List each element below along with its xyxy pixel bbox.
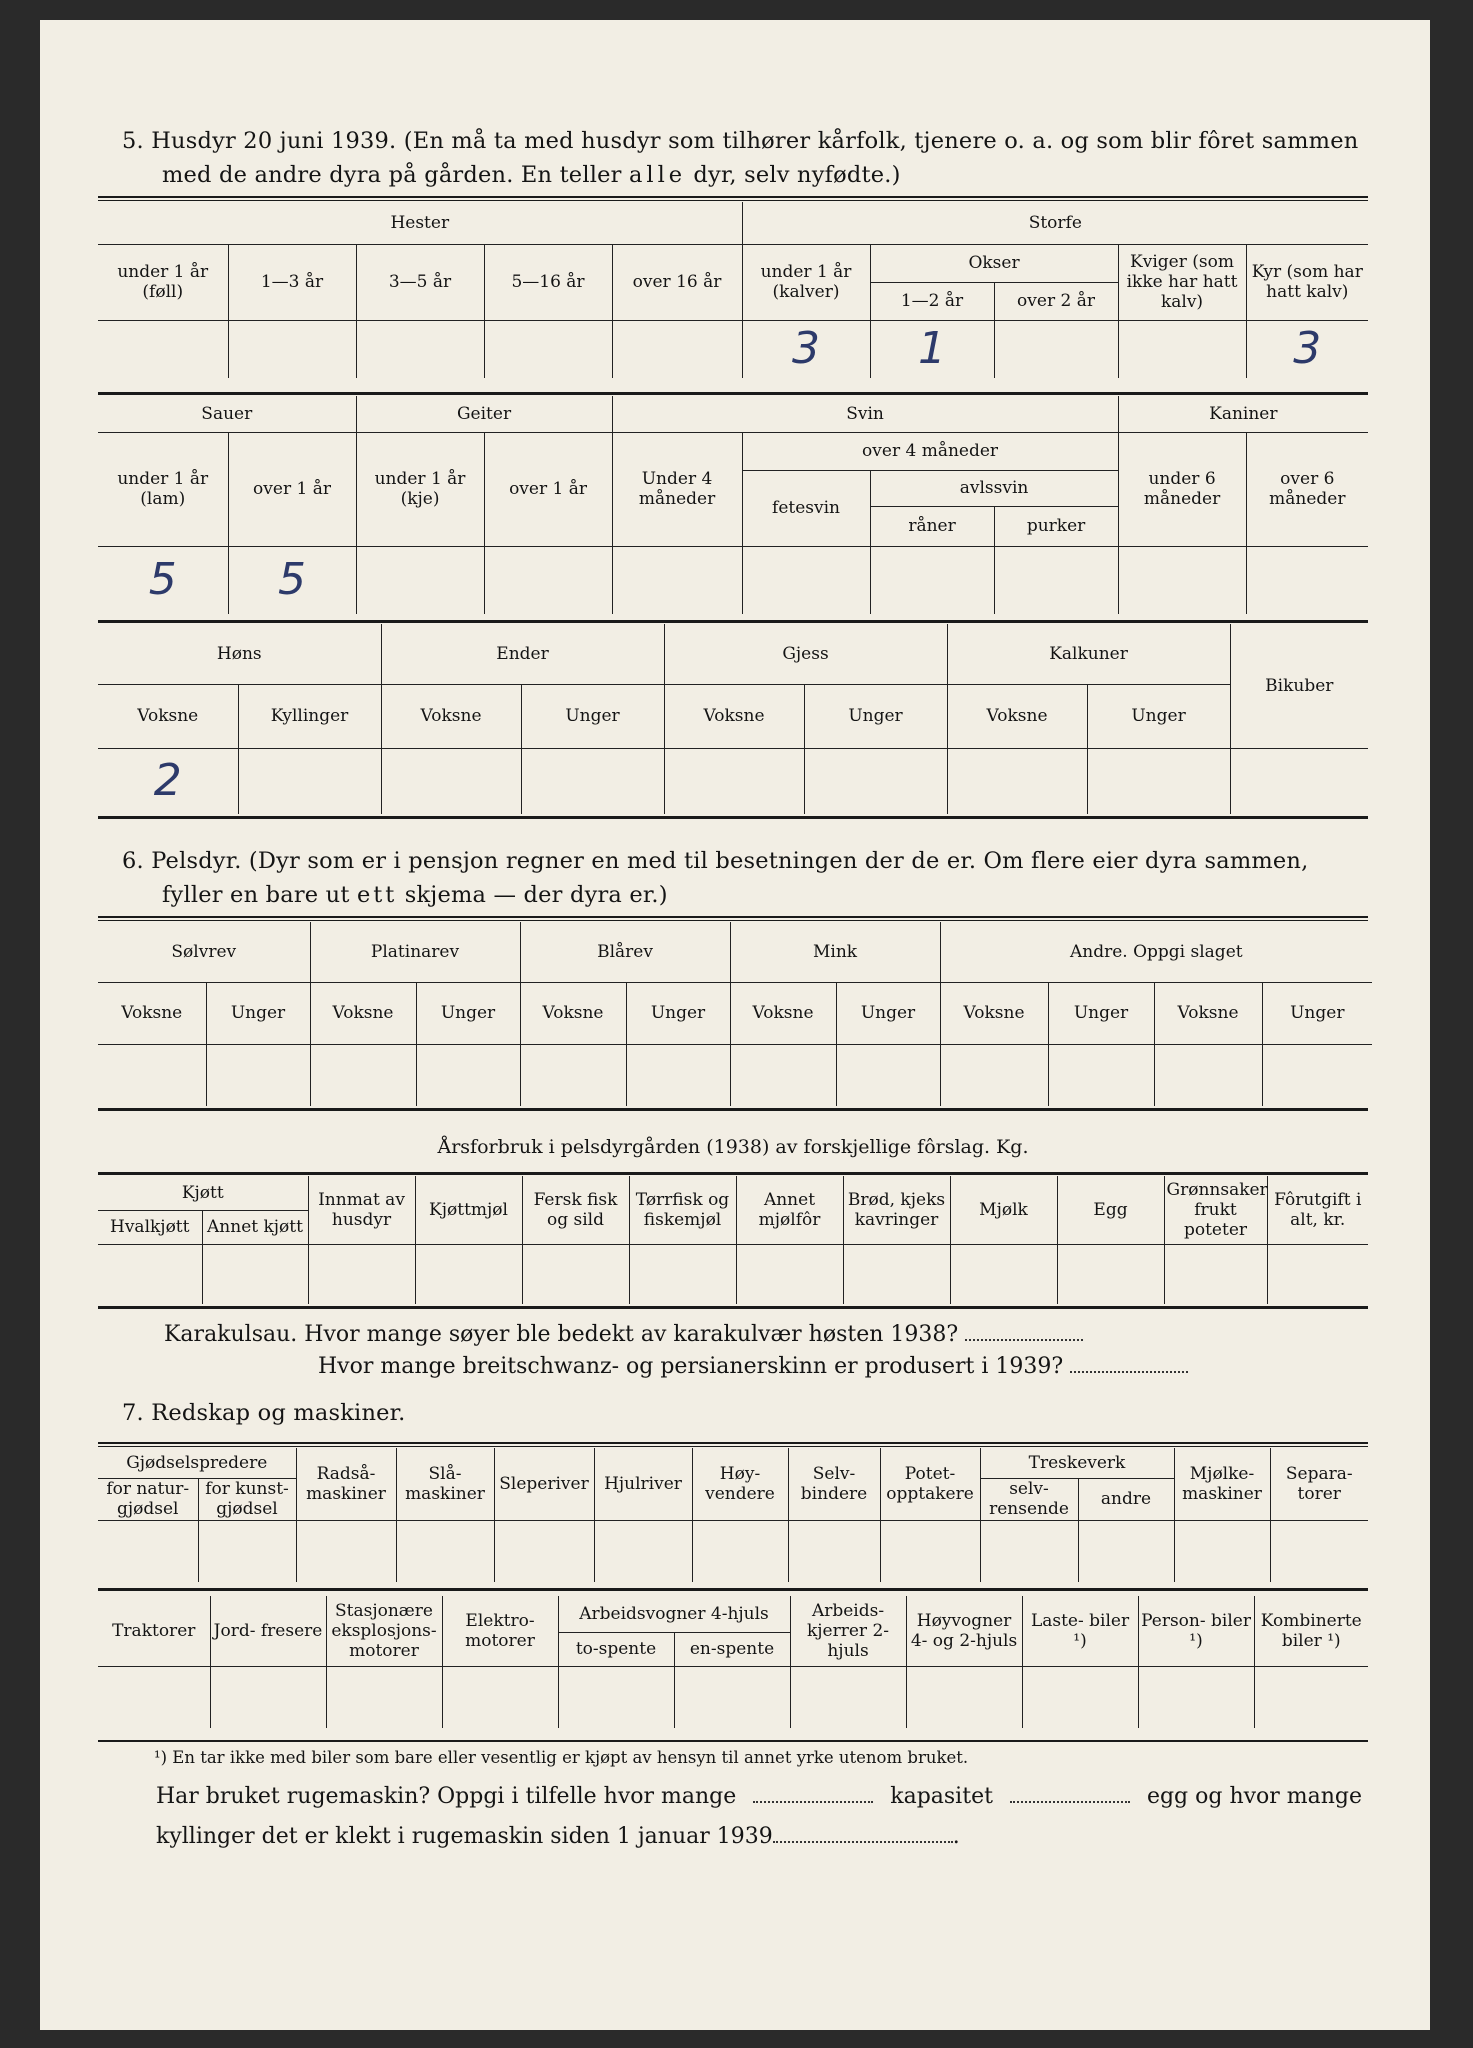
value-purker[interactable] xyxy=(994,546,1118,614)
col-hjulriver: Hjulriver xyxy=(594,1448,692,1520)
sub-unger: Unger xyxy=(1262,982,1372,1044)
col-raner: råner xyxy=(870,506,994,546)
col-geit-over-1: over 1 år xyxy=(484,432,612,546)
bikuber-header: Bikuber xyxy=(1230,624,1368,748)
rule xyxy=(98,392,1368,395)
value-cell[interactable] xyxy=(736,1244,843,1304)
sub-unger: Unger xyxy=(626,982,730,1044)
rule xyxy=(98,196,1368,201)
value-foll[interactable] xyxy=(98,320,228,378)
kalkuner-unger: Unger xyxy=(1087,684,1230,748)
col-mjolk: Mjølk xyxy=(950,1176,1057,1244)
col-sleperiver: Sleperiver xyxy=(494,1448,594,1520)
value-cell[interactable] xyxy=(98,1520,198,1582)
col-hoyvogner: Høyvogner 4- og 2-hjuls xyxy=(906,1596,1022,1666)
col-stasjonaere-motorer: Stasjonære eksplosjons- motorer xyxy=(326,1596,442,1666)
col-purker: purker xyxy=(994,506,1118,546)
value-cell[interactable] xyxy=(1262,1044,1372,1106)
col-hoyvendere: Høy- vendere xyxy=(692,1448,788,1520)
section-6-title xyxy=(122,844,1372,912)
col-enspente: en-spente xyxy=(674,1632,790,1666)
ender-voksne: Voksne xyxy=(381,684,521,748)
value-cell[interactable] xyxy=(206,1044,310,1106)
value-cell[interactable] xyxy=(980,1520,1078,1582)
col-kanin-over-6: over 6 måneder xyxy=(1246,432,1368,546)
kalkuner-header: Kalkuner xyxy=(947,624,1230,684)
col-kjottmjol: Kjøttmjøl xyxy=(415,1176,522,1244)
solvrev-header: Sølvrev xyxy=(98,922,310,982)
col-kombinerte-biler: Kombinerte biler ¹) xyxy=(1254,1596,1368,1666)
col-svin-over-4: over 4 måneder xyxy=(742,432,1118,470)
value-cell[interactable] xyxy=(1270,1520,1368,1582)
value-cell[interactable] xyxy=(494,1520,594,1582)
value-cell[interactable] xyxy=(1174,1520,1270,1582)
col-lastebiler: Laste- biler ¹) xyxy=(1022,1596,1138,1666)
value-cell[interactable] xyxy=(198,1520,296,1582)
kaniner-header: Kaniner xyxy=(1118,396,1368,432)
col-gronnsaker: Grønnsaker frukt poteter xyxy=(1164,1176,1267,1244)
blarev-header: Blårev xyxy=(520,922,730,982)
rule xyxy=(98,1740,1368,1742)
value-okser-over-2[interactable] xyxy=(994,320,1118,378)
col-okser: Okser xyxy=(870,244,1118,282)
value-cell[interactable] xyxy=(836,1044,940,1106)
mink-header: Mink xyxy=(730,922,940,982)
col-over-16: over 16 år xyxy=(612,244,742,320)
value-sau-over-1[interactable]: 5 xyxy=(228,546,356,614)
col-1-3: 1—3 år xyxy=(228,244,356,320)
value-cell[interactable] xyxy=(396,1520,494,1582)
sub-voksne: Voksne xyxy=(1154,982,1262,1044)
rugemaskin-kapasitet[interactable] xyxy=(1010,1781,1130,1803)
value-raner[interactable] xyxy=(870,546,994,614)
value-kviger[interactable] xyxy=(1118,320,1246,378)
gjess-unger: Unger xyxy=(804,684,947,748)
col-fetesvin: fetesvin xyxy=(742,470,870,546)
value-cell[interactable] xyxy=(1254,1666,1368,1728)
kjott-header: Kjøtt xyxy=(98,1176,308,1210)
value-lam[interactable]: 5 xyxy=(98,546,228,614)
col-okser-1-2: 1—2 år xyxy=(870,282,994,320)
karakul-question-1: Karakulsau. Hvor mange søyer ble bedekt av karakulvær høsten 1938? xyxy=(164,1318,1083,1352)
rule xyxy=(98,916,1368,921)
col-kviger: Kviger (som ikke har hatt kalv) xyxy=(1118,244,1246,320)
value-cell[interactable] xyxy=(674,1666,790,1728)
value-cell[interactable] xyxy=(626,1044,730,1106)
husdyr-table-hester-storfe xyxy=(98,202,1368,378)
section-5-title xyxy=(122,124,1372,192)
value-cell[interactable] xyxy=(1267,1244,1368,1304)
col-selvrensende: selv- rensende xyxy=(980,1478,1078,1520)
value-cell[interactable] xyxy=(296,1520,396,1582)
platinarev-header: Platinarev xyxy=(310,922,520,982)
ender-header: Ender xyxy=(381,624,664,684)
value-cell[interactable] xyxy=(629,1244,736,1304)
rule xyxy=(98,1108,1368,1111)
col-kyr: Kyr (som har hatt kalv) xyxy=(1246,244,1368,320)
husdyr-table-sauer-svin xyxy=(98,396,1368,614)
col-innmat: Innmat av husdyr xyxy=(308,1176,415,1244)
value-ender-unger[interactable] xyxy=(521,748,664,814)
value-cell[interactable] xyxy=(692,1520,788,1582)
value-kalkuner-voksne[interactable] xyxy=(947,748,1087,814)
col-arbeidskjerrer: Arbeids- kjerrer 2-hjuls xyxy=(790,1596,906,1666)
forbruk-table xyxy=(98,1176,1368,1304)
rule xyxy=(98,620,1368,623)
sauer-header: Sauer xyxy=(98,396,356,432)
value-kje[interactable] xyxy=(356,546,484,614)
section-5-line2: med de andre dyra på gården. En teller alle dyr, selv nyfødte.) xyxy=(162,162,901,188)
value-cell[interactable] xyxy=(950,1244,1057,1304)
pelsdyr-table xyxy=(98,922,1372,1106)
value-cell[interactable] xyxy=(310,1044,416,1106)
value-gjess-unger[interactable] xyxy=(804,748,947,814)
karakul-question-2: Hvor mange breitschwanz- og persianerskinn er produsert i 1939? xyxy=(318,1350,1188,1384)
sub-voksne: Voksne xyxy=(310,982,416,1044)
value-cell[interactable] xyxy=(1022,1666,1138,1728)
geiter-header: Geiter xyxy=(356,396,612,432)
hester-header: Hester xyxy=(98,202,742,244)
value-geit-over-1[interactable] xyxy=(484,546,612,614)
col-kje: under 1 år (kje) xyxy=(356,432,484,546)
col-personbiler: Person- biler ¹) xyxy=(1138,1596,1254,1666)
col-3-5: 3—5 år xyxy=(356,244,484,320)
value-kalver[interactable]: 3 xyxy=(742,320,870,378)
col-5-16: 5—16 år xyxy=(484,244,612,320)
section-6-line1: 6. Pelsdyr. (Dyr som er i pensjon regner en med til besetningen der de er. Om flere eier dyra sammen, xyxy=(122,848,1309,874)
col-andre: andre xyxy=(1078,1478,1174,1520)
section-7-title: 7. Redskap og maskiner. xyxy=(122,1400,406,1426)
col-jordfresere: Jord- freserе xyxy=(210,1596,326,1666)
value-over-16[interactable] xyxy=(612,320,742,378)
value-cell[interactable] xyxy=(442,1666,558,1728)
col-avlssvin: avlssvin xyxy=(870,470,1118,506)
value-cell[interactable] xyxy=(940,1044,1048,1106)
section-6-line2: fyller en bare ut ett skjema — der dyra er.) xyxy=(162,882,668,908)
value-cell[interactable] xyxy=(522,1244,629,1304)
sub-voksne: Voksne xyxy=(940,982,1048,1044)
col-mjolkemaskiner: Mjølke- maskiner xyxy=(1174,1448,1270,1520)
col-forutgift: Fôrutgift i alt, kr. xyxy=(1267,1176,1368,1244)
value-cell[interactable] xyxy=(843,1244,950,1304)
col-lam: under 1 år (lam) xyxy=(98,432,228,546)
value-cell[interactable] xyxy=(415,1244,522,1304)
value-cell[interactable] xyxy=(1138,1666,1254,1728)
value-cell[interactable] xyxy=(210,1666,326,1728)
value-cell[interactable] xyxy=(558,1666,674,1728)
rugemaskin-question-2: kyllinger det er klekt i rugemaskin siden 1 januar 1939 . xyxy=(156,1820,960,1854)
col-torrfisk: Tørrfisk og fiskemjøl xyxy=(629,1176,736,1244)
value-cell[interactable] xyxy=(906,1666,1022,1728)
col-naturgjodsel: for natur- gjødsel xyxy=(98,1478,198,1520)
value-cell[interactable] xyxy=(790,1666,906,1728)
value-cell[interactable] xyxy=(520,1044,626,1106)
value-cell[interactable] xyxy=(326,1666,442,1728)
sub-unger: Unger xyxy=(1048,982,1154,1044)
sub-voksne: Voksne xyxy=(98,982,206,1044)
husdyr-table-fjorfe xyxy=(98,624,1368,814)
rule xyxy=(98,1588,1368,1591)
col-sau-over-1: over 1 år xyxy=(228,432,356,546)
rule xyxy=(98,1172,1368,1175)
value-ender-voksne[interactable] xyxy=(381,748,521,814)
value-cell[interactable] xyxy=(880,1520,980,1582)
col-foll: under 1 år (føll) xyxy=(98,244,228,320)
col-okser-over-2: over 2 år xyxy=(994,282,1118,320)
footnote: ¹) En tar ikke med biler som bare eller vesentlig er kjøpt av hensyn til annet yrke utenom bruket. xyxy=(154,1748,969,1767)
kalkuner-voksne: Voksne xyxy=(947,684,1087,748)
col-radsa: Radså- maskiner xyxy=(296,1448,396,1520)
col-kanin-under-6: under 6 måneder xyxy=(1118,432,1246,546)
value-cell[interactable] xyxy=(1078,1520,1174,1582)
karakul-answer-2[interactable] xyxy=(1070,1351,1188,1373)
col-hvalkjott: Hvalkjøtt xyxy=(98,1210,202,1244)
value-cell[interactable] xyxy=(1154,1044,1262,1106)
value-bikuber[interactable] xyxy=(1230,748,1368,814)
redskap-table-2 xyxy=(98,1596,1368,1728)
sub-unger: Unger xyxy=(206,982,310,1044)
value-3-5[interactable] xyxy=(356,320,484,378)
value-gjess-voksne[interactable] xyxy=(664,748,804,814)
value-kanin-over-6[interactable] xyxy=(1246,546,1368,614)
value-svin-under-4[interactable] xyxy=(612,546,742,614)
rule xyxy=(98,816,1368,819)
value-cell[interactable] xyxy=(788,1520,880,1582)
col-annet-mjolfor: Annet mjølfôr xyxy=(736,1176,843,1244)
value-cell[interactable] xyxy=(1164,1244,1267,1304)
value-cell[interactable] xyxy=(594,1520,692,1582)
value-cell[interactable] xyxy=(202,1244,308,1304)
col-traktorer: Traktorer xyxy=(98,1596,210,1666)
storfe-header: Storfe xyxy=(742,202,1368,244)
value-cell[interactable] xyxy=(730,1044,836,1106)
col-fersk-fisk: Fersk fisk og sild xyxy=(522,1176,629,1244)
sub-voksne: Voksne xyxy=(520,982,626,1044)
arbeidsvogner-header: Arbeidsvogner 4-hjuls xyxy=(558,1596,790,1632)
col-annet-kjott: Annet kjøtt xyxy=(202,1210,308,1244)
value-hons-voksne[interactable]: 2 xyxy=(98,748,238,814)
svin-header: Svin xyxy=(612,396,1118,432)
value-1-3[interactable] xyxy=(228,320,356,378)
gjess-header: Gjess xyxy=(664,624,947,684)
col-egg: Egg xyxy=(1057,1176,1164,1244)
rugemaskin-antall[interactable] xyxy=(753,1781,873,1803)
karakul-answer-1[interactable] xyxy=(965,1319,1083,1341)
rule xyxy=(98,1306,1368,1309)
col-kunstgjodsel: for kunst- gjødsel xyxy=(198,1478,296,1520)
rugemaskin-question-1: Har bruket rugemaskin? Oppgi i tilfelle hvor mange kapasitet egg og hvor mange xyxy=(156,1780,1370,1814)
value-kanin-under-6[interactable] xyxy=(1118,546,1246,614)
col-elektromotorer: Elektro- motorer xyxy=(442,1596,558,1666)
value-kalkuner-unger[interactable] xyxy=(1087,748,1230,814)
value-cell[interactable] xyxy=(1057,1244,1164,1304)
col-svin-under-4: Under 4 måneder xyxy=(612,432,742,546)
sub-unger: Unger xyxy=(836,982,940,1044)
col-tospente: to-spente xyxy=(558,1632,674,1666)
col-kalver: under 1 år (kalver) xyxy=(742,244,870,320)
value-okser-1-2[interactable]: 1 xyxy=(870,320,994,378)
value-fetesvin[interactable] xyxy=(742,546,870,614)
value-cell[interactable] xyxy=(416,1044,520,1106)
col-separatorer: Separa- torer xyxy=(1270,1448,1368,1520)
treskeverk-header: Treskeverk xyxy=(980,1448,1174,1478)
forbruk-title: Årsforbruk i pelsdyrgården (1938) av forskjellige fôrslag. Kg. xyxy=(437,1136,1029,1158)
hons-header: Høns xyxy=(98,624,381,684)
hons-kyllinger: Kyllinger xyxy=(238,684,381,748)
value-cell[interactable] xyxy=(98,1044,206,1106)
gjodselspredere-header: Gjødselspredere xyxy=(98,1448,296,1478)
redskap-table-1 xyxy=(98,1448,1368,1582)
value-cell[interactable] xyxy=(98,1666,210,1728)
col-sla: Slå- maskiner xyxy=(396,1448,494,1520)
ender-unger: Unger xyxy=(521,684,664,748)
col-potetopptakere: Potet- opptakere xyxy=(880,1448,980,1520)
sub-unger: Unger xyxy=(416,982,520,1044)
section-5-line1: 5. Husdyr 20 juni 1939. (En må ta med husdyr som tilhører kårfolk, tjenere o. a. og som blir fôret sammen xyxy=(122,128,1359,154)
value-5-16[interactable] xyxy=(484,320,612,378)
gjess-voksne: Voksne xyxy=(664,684,804,748)
rugemaskin-kyllinger[interactable] xyxy=(773,1821,953,1843)
col-brod: Brød, kjeks kavringer xyxy=(843,1176,950,1244)
value-cell[interactable] xyxy=(308,1244,415,1304)
rule xyxy=(98,1442,1368,1447)
col-selvbindere: Selv- bindere xyxy=(788,1448,880,1520)
sub-voksne: Voksne xyxy=(730,982,836,1044)
value-cell[interactable] xyxy=(1048,1044,1154,1106)
value-cell[interactable] xyxy=(98,1244,202,1304)
hons-voksne: Voksne xyxy=(98,684,238,748)
andre-header: Andre. Oppgi slaget xyxy=(940,922,1372,982)
value-kyr[interactable]: 3 xyxy=(1246,320,1368,378)
value-hons-kyllinger[interactable] xyxy=(238,748,381,814)
